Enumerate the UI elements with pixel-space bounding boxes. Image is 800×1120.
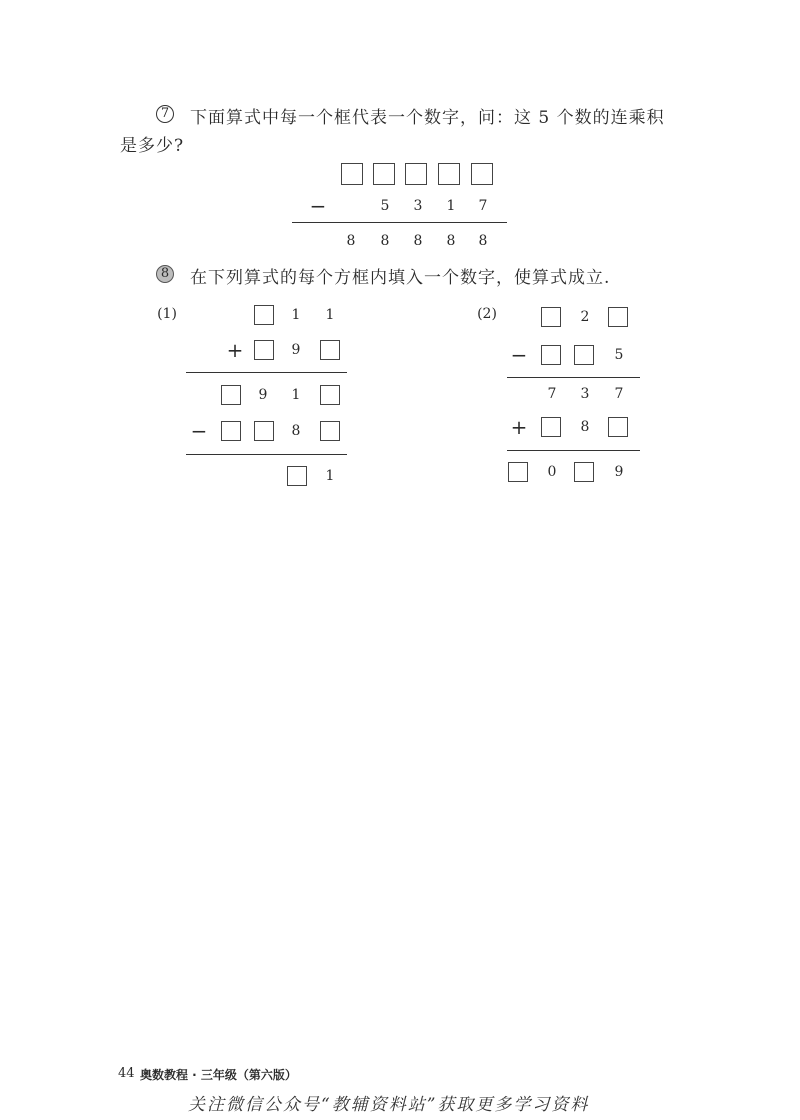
q8-part1-digit: 1 [325,307,335,323]
q8-part1-box [254,305,274,325]
q7-box-3 [405,163,427,185]
question-8-number: 8 [156,265,174,283]
q8-part1-plus-sign: + [226,338,244,362]
q8-part2-box [574,345,594,365]
q7-minus-sign: − [309,194,327,218]
q8-part1-digit: 9 [291,342,301,358]
q8-part1-label: (1) [157,306,177,322]
question-7-number: 7 [156,105,174,123]
q8-part1-digit: 1 [325,468,335,484]
q8-part2-box [541,345,561,365]
q8-part1-box [320,385,340,405]
q7-result-digit: 8 [380,233,390,249]
q8-part2-box [608,417,628,437]
q8-part2-digit: 8 [580,419,590,435]
q8-part2-digit: 7 [614,386,624,402]
q7-box-2 [373,163,395,185]
q7-box-5 [471,163,493,185]
q8-part2-line-1 [507,377,640,378]
q8-part1-box [221,421,241,441]
q8-part2-box [508,462,528,482]
q7-result-digit: 8 [413,233,423,249]
q8-part1-digit: 1 [291,307,301,323]
q8-part1-box [254,421,274,441]
question-7-text-line2: 是多少? [120,136,185,156]
q8-part1-box [320,421,340,441]
q8-part1-box [254,340,274,360]
q7-subtrahend-digit: 7 [478,198,488,214]
q8-part1-line-2 [186,454,347,455]
q8-part2-box [608,307,628,327]
page-number: 44 [118,1066,135,1081]
q8-part2-box [541,307,561,327]
q8-part1-digit: 1 [291,387,301,403]
q7-box-4 [438,163,460,185]
q8-part2-digit: 3 [580,386,590,402]
q8-part2-minus-sign: − [510,343,528,367]
q8-part1-digit: 9 [258,387,268,403]
question-7-text-line1: 下面算式中每一个框代表一个数字，问：这 5 个数的连乘积 [190,108,665,128]
q8-part2-label: (2) [477,306,497,322]
q8-part1-box [320,340,340,360]
q7-result-digit: 8 [446,233,456,249]
q8-part2-digit: 9 [614,464,624,480]
q8-part2-digit: 2 [580,309,590,325]
q8-part2-digit: 0 [547,464,557,480]
q7-result-digit: 8 [346,233,356,249]
q8-part2-digit: 7 [547,386,557,402]
q7-subtrahend-digit: 3 [413,198,423,214]
q8-part1-minus-sign: − [190,419,208,443]
watermark-text: 关注微信公众号“教辅资料站”获取更多学习资料 [188,1095,590,1115]
q8-part2-line-2 [507,450,640,451]
q8-part1-box [221,385,241,405]
q7-sum-line [292,222,507,223]
question-8-text: 在下列算式的每个方框内填入一个数字，使算式成立. [190,268,611,288]
q8-part1-digit: 8 [291,423,301,439]
q8-part1-line-1 [186,372,347,373]
book-title: 奥数教程 · 三年级（第六版） [140,1068,297,1082]
q7-box-1 [341,163,363,185]
q8-part2-digit: 5 [614,347,624,363]
q8-part2-plus-sign: + [510,415,528,439]
q8-part2-box [574,462,594,482]
q7-result-digit: 8 [478,233,488,249]
q8-part2-box [541,417,561,437]
q7-subtrahend-digit: 5 [380,198,390,214]
q7-subtrahend-digit: 1 [446,198,456,214]
q8-part1-box [287,466,307,486]
